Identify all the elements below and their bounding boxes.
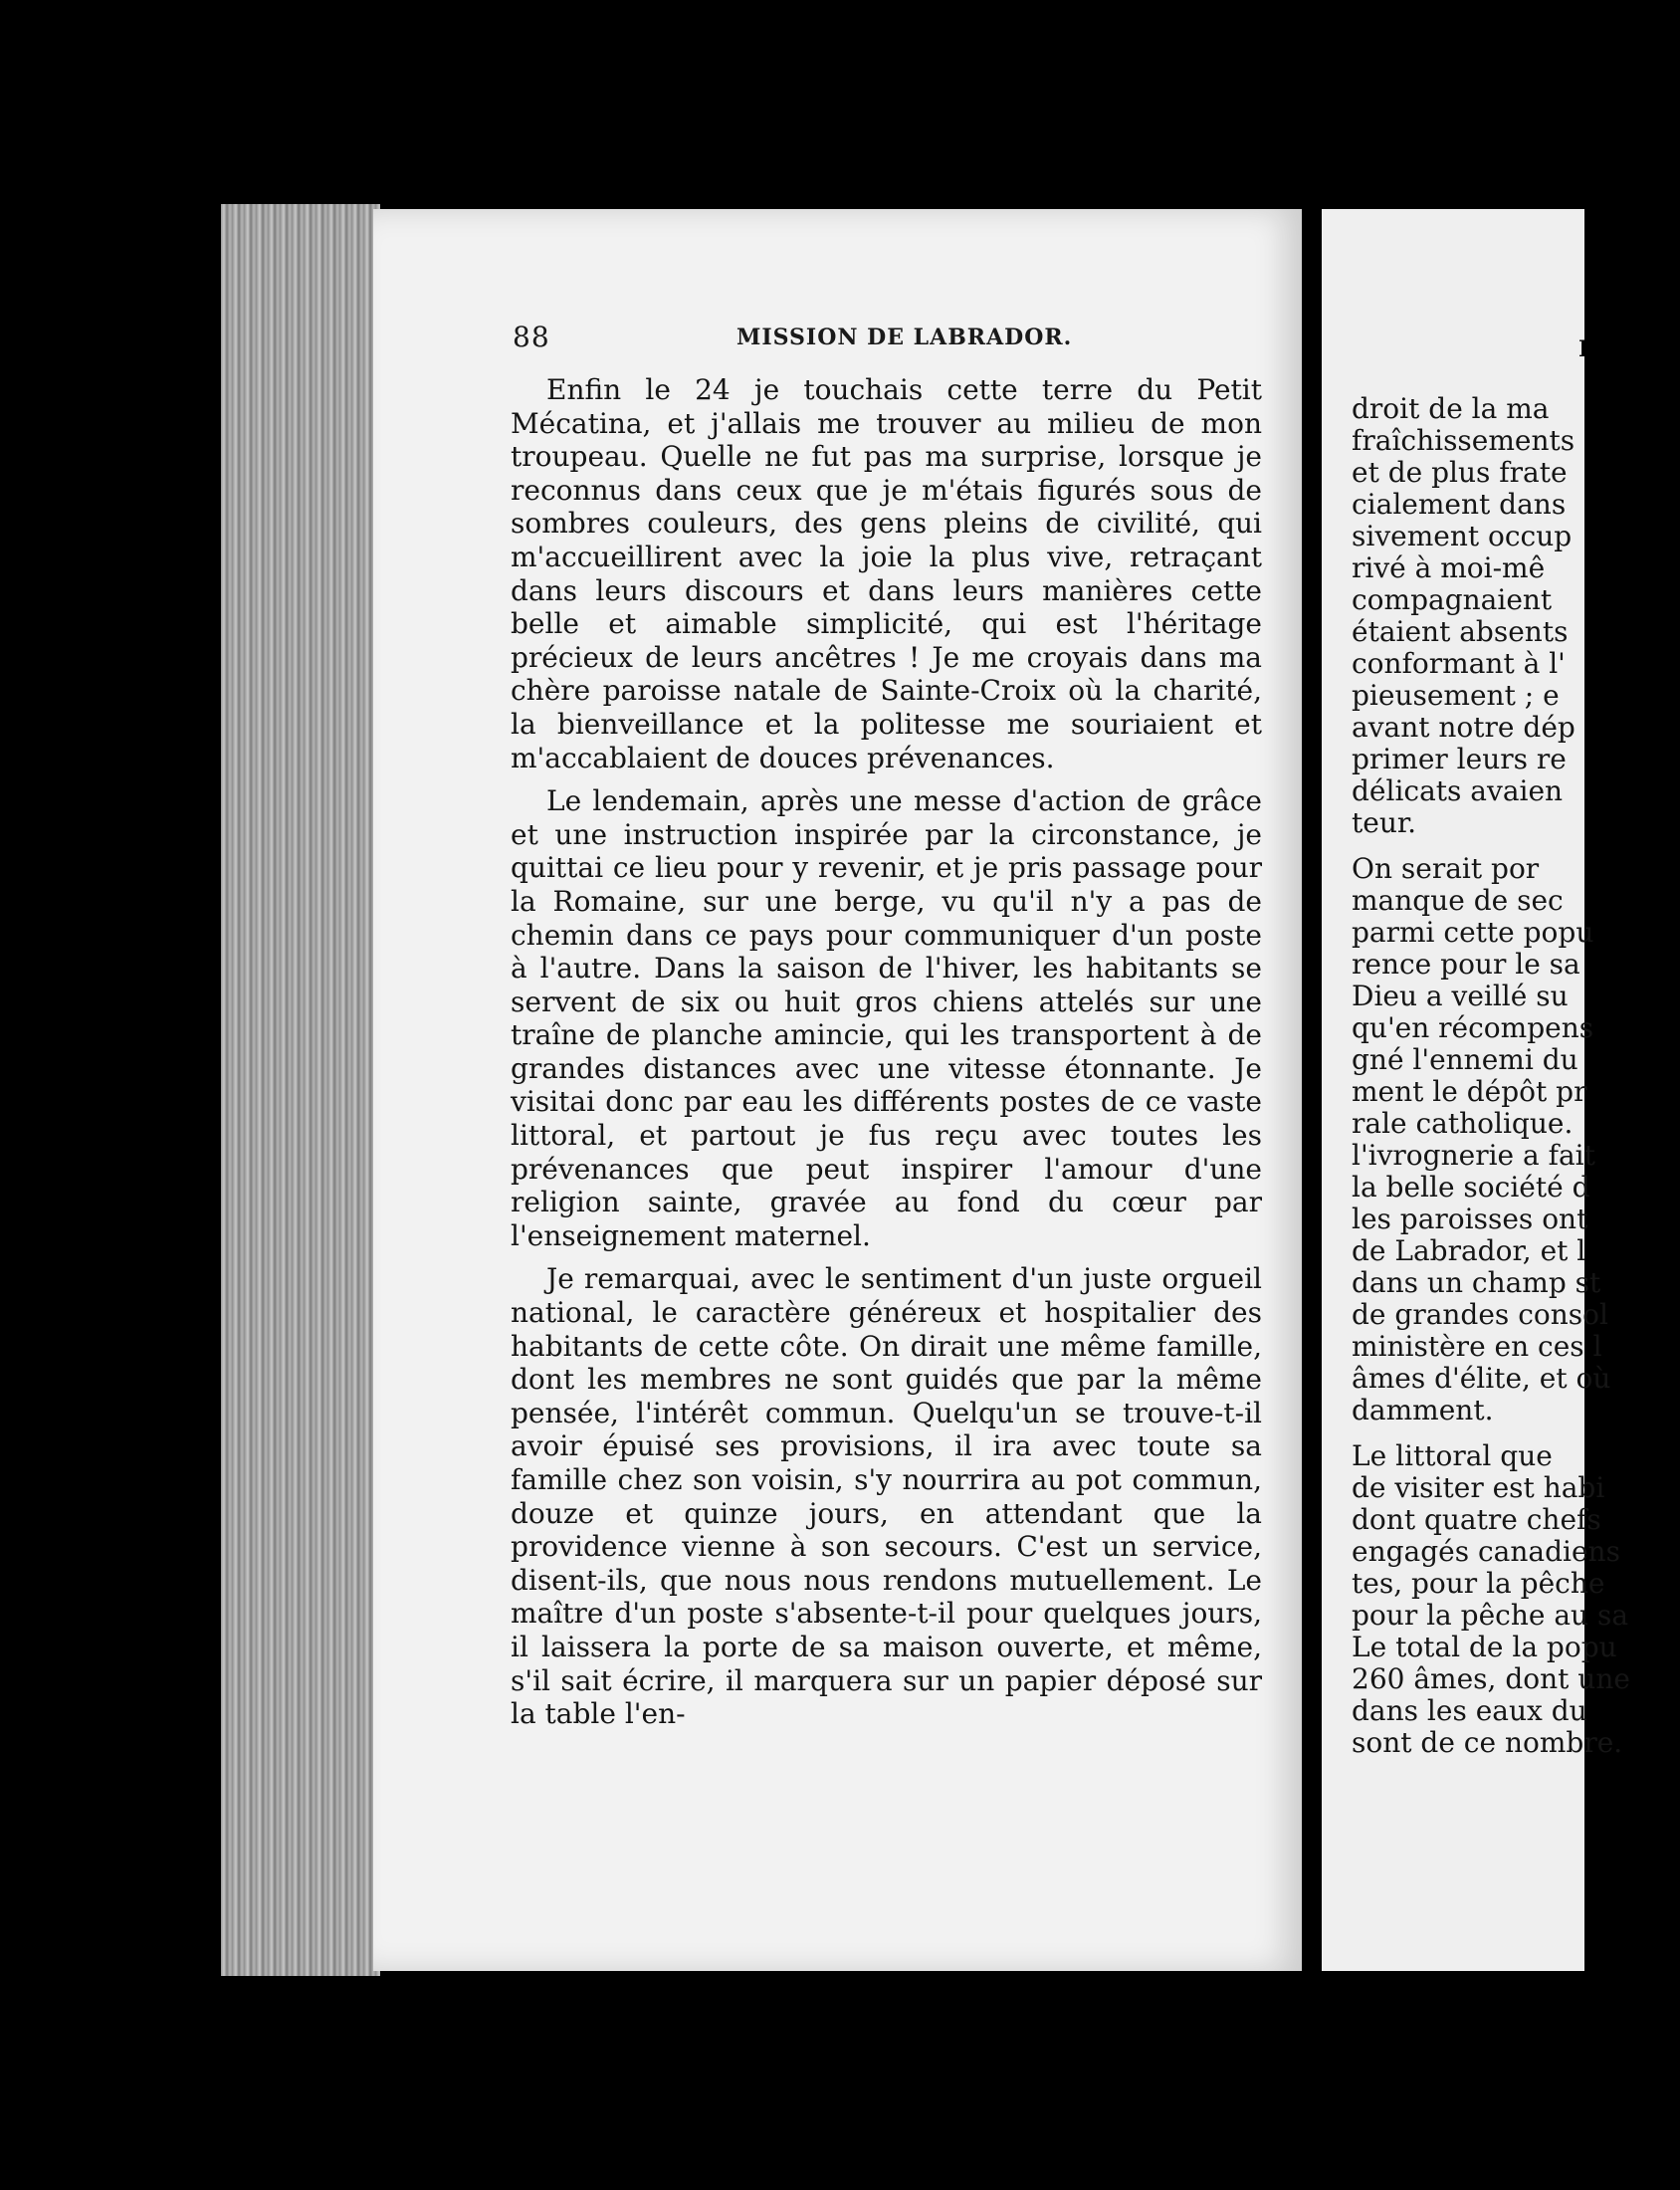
right-page (1322, 209, 1630, 1971)
text-line: parmi cette popu (1352, 916, 1594, 949)
text-line: cialement dans (1352, 488, 1567, 521)
text-line: de visiter est habi (1352, 1471, 1605, 1504)
paragraph: Enfin le 24 je touchais cette terre du Petit Mécatina, et j'allais me trouver au milieu de mon troupeau. Quelle ne fut pas ma surprise, lorsque je reconnus dans ceux que je m'étais figurés sous de sombres couleurs, des gens pleins de civilité, qui m'accueillirent avec la joie la plus vive, retraçant dans leurs discours et dans leurs manières cette belle et aimable simplicité, qui est l'héritage précieux de leurs ancêtres ! Je me croyais dans ma chère paroisse natale de Sainte-Croix où la charité, la bienveillance et la politesse me souriaient et m'accablaient de douces prévenances. (511, 373, 1262, 774)
right-page-header: I (1578, 336, 1589, 362)
text-line: dans les eaux du (1352, 1694, 1587, 1727)
text-line: compagnaient (1352, 583, 1553, 616)
text-line: ministère en ces l (1352, 1330, 1602, 1363)
text-line: l'ivrognerie a fait (1352, 1139, 1595, 1172)
text-line: rence pour le sa (1352, 948, 1580, 981)
book-page-edges (221, 204, 380, 1976)
page-number: 88 (513, 321, 550, 353)
text-line: teur. (1352, 806, 1417, 839)
text-line: manque de sec (1352, 884, 1564, 917)
text-line: On serait por (1352, 852, 1540, 885)
text-line: qu'en récompens (1352, 1011, 1594, 1044)
text-line: dont quatre chefs (1352, 1503, 1601, 1536)
text-line: de grandes consol (1352, 1298, 1608, 1331)
text-line: sont de ce nombre. (1352, 1726, 1623, 1759)
text-line: ment le dépôt pr (1352, 1075, 1587, 1108)
text-line: 260 âmes, dont une (1352, 1662, 1630, 1695)
paragraph-gap (1352, 839, 1680, 853)
text-line: engagés canadiens (1352, 1535, 1620, 1568)
text-line: rale catholique. (1352, 1107, 1574, 1140)
text-line: Le littoral que (1352, 1439, 1553, 1472)
text-line: de Labrador, et l (1352, 1234, 1586, 1267)
right-page-text (1352, 393, 1680, 1759)
text-line: dans un champ st (1352, 1266, 1601, 1299)
paragraph: Je remarquai, avec le sentiment d'un juste orgueil national, le caractère généreux et hospitalier des habitants de cette côte. On dirait une même famille, dont les membres ne sont guidés que par la même pensée, l'intérêt commun. Quelqu'un se trouve-t-il avoir épuisé ses provisions, il ira avec toute sa famille chez son voisin, s'y nourrira au pot commun, douze et quinze jours, en attendant que la providence vienne à son secours. C'est un service, disent-ils, que nous nous rendons mutuellement. Le maître d'un poste s'absente-t-il pour quelques jours, il laissera la porte de sa maison ouverte, et même, s'il sait écrire, il marquera sur un papier déposé sur la table l'en- (511, 1262, 1262, 1731)
body-text (511, 373, 1262, 1741)
text-line: délicats avaien (1352, 774, 1564, 807)
text-line: Dieu a veillé su (1352, 980, 1569, 1012)
text-line: droit de la ma (1352, 392, 1550, 425)
book-gutter (1302, 209, 1322, 1971)
text-line: avant notre dép (1352, 711, 1575, 744)
text-line: sivement occup (1352, 520, 1573, 552)
text-line: tes, pour la pêche (1352, 1567, 1605, 1600)
text-line: pour la pêche au sa (1352, 1599, 1629, 1632)
text-line: damment. (1352, 1394, 1494, 1426)
text-line: primer leurs re (1352, 743, 1567, 775)
text-line: rivé à moi-mê (1352, 551, 1546, 584)
paragraph: Le lendemain, après une messe d'action de grâce et une instruction inspirée par la circonstance, je quittai ce lieu pour y revenir, et je pris passage pour la Romaine, sur une berge, vu qu'il n'y a pas de chemin dans ce pays pour communiquer d'un poste à l'autre. Dans la saison de l'hiver, les habitants se servent de six ou huit gros chiens attelés sur une traîne de planche amincie, qui les transportent à de grandes distances avec une vitesse étonnante. Je visitai donc par eau les différents postes de ce vaste littoral, et partout je fus reçu avec toutes les prévenances que peut inspirer l'amour d'une religion sainte, gravée au fond du cœur par l'enseignement maternel. (511, 784, 1262, 1252)
text-line: Le total de la popu (1352, 1631, 1617, 1663)
text-line: âmes d'élite, et où (1352, 1362, 1611, 1395)
text-line: la belle société d (1352, 1171, 1590, 1204)
text-line: étaient absents (1352, 615, 1569, 648)
text-line: fraîchissements (1352, 424, 1575, 457)
paragraph-gap (1352, 1426, 1680, 1440)
text-line: et de plus frate (1352, 456, 1568, 489)
text-line: conformant à l' (1352, 647, 1566, 680)
text-line: gné l'ennemi du (1352, 1043, 1578, 1076)
text-line: pieusement ; e (1352, 679, 1560, 712)
text-line: les paroisses ont (1352, 1203, 1588, 1235)
running-title: MISSION DE LABRADOR. (736, 325, 1073, 350)
left-page (373, 209, 1304, 1971)
